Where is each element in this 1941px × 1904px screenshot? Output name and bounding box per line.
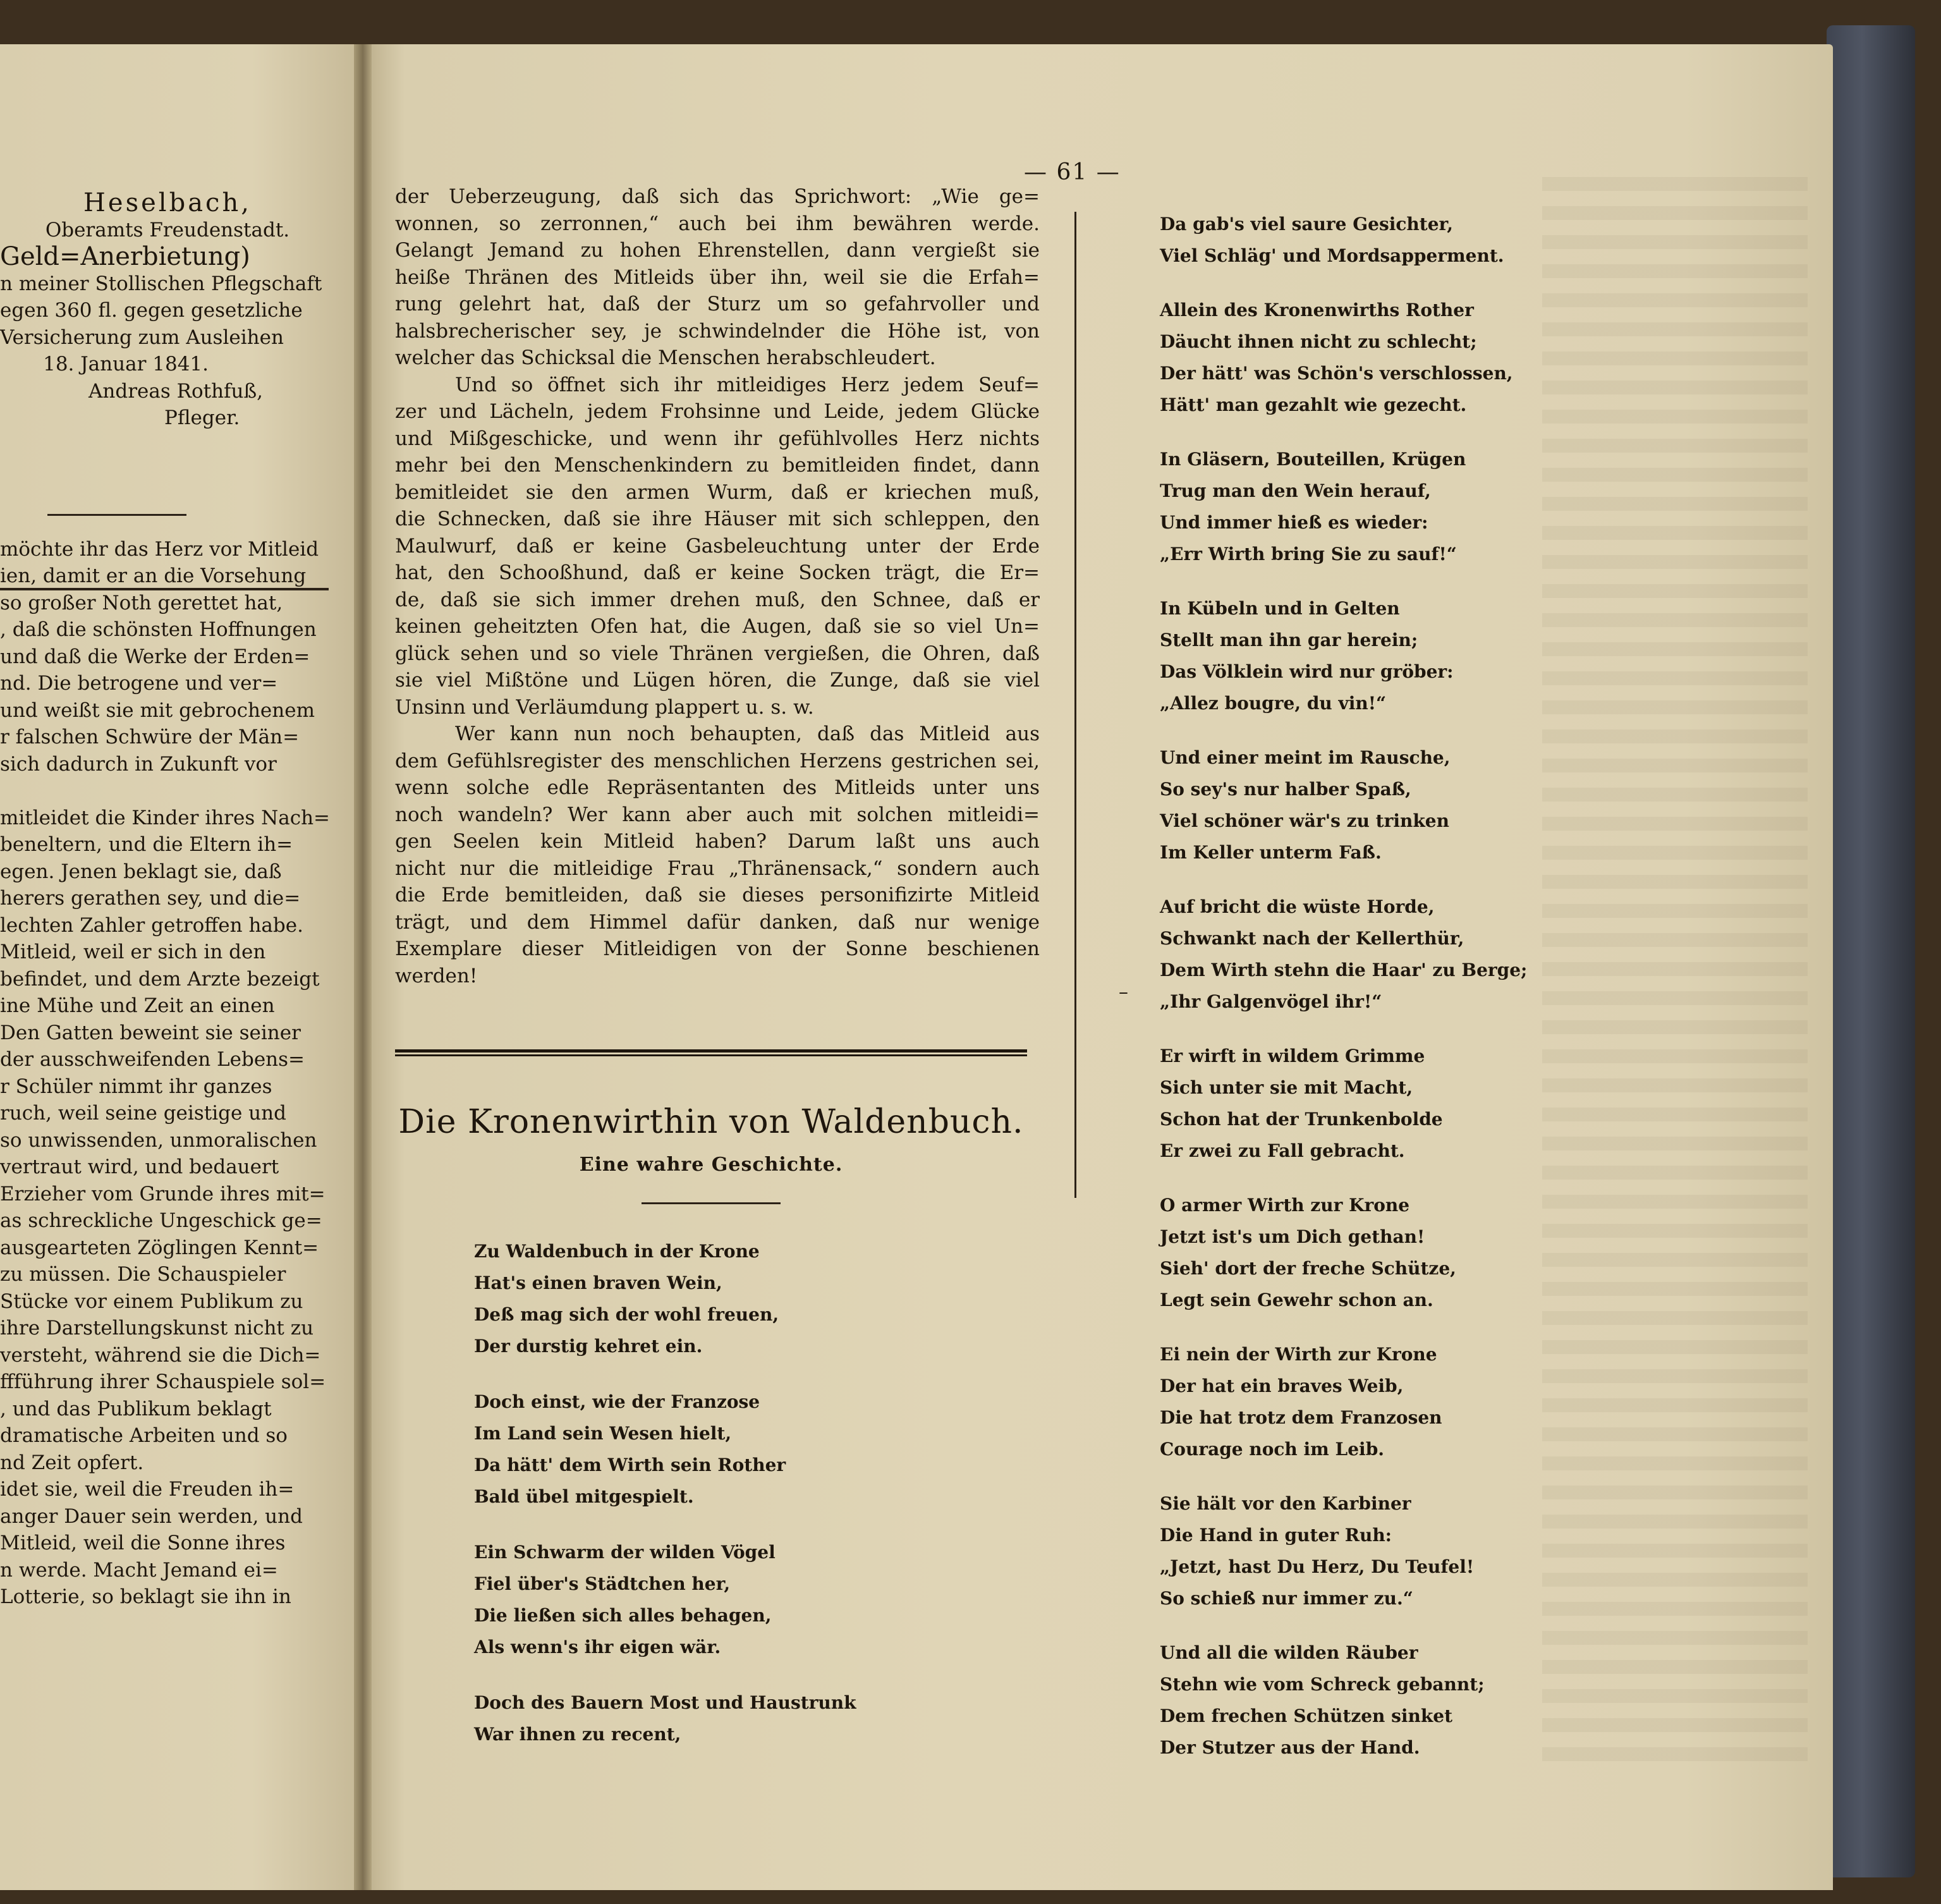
poem-line: Däucht ihnen nicht zu schlecht; — [1160, 331, 1477, 352]
prose-line: trägt, und dem Himmel dafür danken, daß nur wenige — [395, 910, 1040, 934]
prose-line: wenn solche edle Repräsentanten des Mitleids unter uns — [395, 776, 1040, 799]
prose-column — [395, 183, 1040, 989]
notice-line: n meiner Stollischen Pflegschaft — [0, 272, 322, 295]
poem-stanza — [1160, 209, 1527, 272]
left-short-rule — [47, 514, 186, 516]
poem-line: Da hätt' dem Wirth sein Rother — [474, 1455, 786, 1475]
prose-line: keinen geheitzten Ofen hat, die Augen, daß sie so viel Un= — [395, 615, 1040, 638]
prose-line: Unsinn und Verläumdung plappert u. s. w. — [395, 695, 814, 719]
prose-line: gen Seelen kein Mitleid haben? Darum laßt uns auch — [395, 830, 1040, 853]
poem-line: Trug man den Wein herauf, — [1160, 480, 1431, 501]
poem-line: Dem frechen Schützen sinket — [1160, 1706, 1453, 1726]
prose-line: bemitleidet sie den armen Wurm, daß er kriechen muß, — [395, 480, 1040, 504]
left-body-line — [0, 778, 335, 805]
poem-line: War ihnen zu recent, — [474, 1724, 681, 1745]
left-body-line: egen. Jenen beklagt sie, daß — [0, 860, 282, 883]
poem-stanza — [1160, 444, 1527, 570]
left-body-line: ien, damit er an die Vorsehung — [0, 564, 307, 587]
left-body-line: , und das Publikum beklagt — [0, 1397, 272, 1420]
prose-line: dem Gefühlsregister des menschlichen Herzens gestrichen sei, — [395, 749, 1040, 772]
notice-line: egen 360 fl. gegen gesetzliche — [0, 299, 303, 322]
prose-line: zer und Lächeln, jedem Frohsinne und Leide, jedem Glücke — [395, 400, 1040, 423]
poem-subtitle: Eine wahre Geschichte. — [579, 1154, 843, 1176]
poem-line: Als wenn's ihr eigen wär. — [474, 1637, 721, 1657]
poem-stanza — [1160, 593, 1527, 719]
poem-line: So schieß nur immer zu.“ — [1160, 1588, 1413, 1609]
poem-line: Auf bricht die wüste Horde, — [1160, 896, 1435, 917]
poem-line: Zu Waldenbuch in der Krone — [474, 1241, 760, 1262]
prose-line: noch wandeln? Wer kann aber auch mit solchen mitleidi= — [395, 803, 1040, 826]
poem-stanza — [1160, 1040, 1527, 1167]
left-body-line: idet sie, weil die Freuden ih= — [0, 1478, 295, 1501]
poem-stanza — [1160, 742, 1527, 869]
poem-line: Sieh' dort der freche Schütze, — [1160, 1258, 1456, 1279]
left-body-line: ffführung ihrer Schauspiele sol= — [0, 1370, 326, 1393]
left-body-line: der ausschweifenden Lebens= — [0, 1048, 305, 1071]
left-body-line: dramatische Arbeiten und so — [0, 1424, 288, 1447]
prose-line: Gelangt Jemand zu hohen Ehrenstellen, dann vergießt sie — [395, 239, 1040, 262]
prose-line: sie viel Mißtöne und Lügen hören, die Zunge, daß sie viel — [395, 669, 1040, 692]
poem-line: Er wirft in wildem Grimme — [1160, 1046, 1425, 1066]
left-long-rule — [0, 588, 329, 590]
poem-line: Dem Wirth stehn die Haar' zu Berge; — [1160, 960, 1528, 980]
left-body-line: ruch, weil seine geistige und — [0, 1102, 286, 1125]
poem-line: Bald übel mitgespielt. — [474, 1486, 694, 1507]
left-body-line: mitleidet die Kinder ihres Nach= — [0, 806, 331, 829]
poem-line: Der hat ein braves Weib, — [1160, 1376, 1404, 1396]
prose-line: Und so öffnet sich ihr mitleidiges Herz jedem Seuf= — [455, 373, 1040, 396]
poem-line: Der hätt' was Schön's verschlossen, — [1160, 363, 1513, 384]
left-body-line: Lotterie, so beklagt sie ihn in — [0, 1585, 291, 1608]
prose-line: und Mißgeschicke, und wenn ihr gefühlvolles Herz nichts — [395, 427, 1040, 450]
poem-line: Doch des Bauern Most und Haustrunk — [474, 1692, 856, 1713]
column-rule — [1074, 212, 1076, 1198]
poem-line: Der Stutzer aus der Hand. — [1160, 1737, 1420, 1758]
notice-line: Versicherung zum Ausleihen — [0, 326, 284, 349]
poem-line: Und immer hieß es wieder: — [1160, 512, 1428, 533]
show-through-text — [1542, 177, 1808, 1770]
poem-line: Jetzt ist's um Dich gethan! — [1160, 1226, 1425, 1247]
left-body-line: as schreckliche Ungeschick ge= — [0, 1209, 322, 1232]
poem-title-rule — [642, 1202, 781, 1204]
prose-line: de, daß sie sich immer drehen muß, den Schnee, daß er — [395, 588, 1040, 611]
poem-line: O armer Wirth zur Krone — [1160, 1195, 1410, 1216]
poem-line: Viel schöner wär's zu trinken — [1160, 810, 1449, 831]
poem-stanza — [1160, 1339, 1527, 1465]
poem-right-column — [1160, 209, 1527, 1786]
poem-stanza — [1160, 1637, 1527, 1764]
poem-line: Sich unter sie mit Macht, — [1160, 1077, 1413, 1098]
prose-line: mehr bei den Menschenkindern zu bemitleiden findet, dann — [395, 454, 1040, 477]
prose-line: nicht nur die mitleidige Frau „Thränensack,“ sondern auch — [395, 857, 1040, 880]
book-cover-edge — [1827, 25, 1915, 1877]
left-body-line: Erzieher vom Grunde ihres mit= — [0, 1182, 326, 1205]
poem-line: In Gläsern, Bouteillen, Krügen — [1160, 449, 1466, 470]
signer-title: Pfleger. — [164, 406, 240, 429]
poem-line: Und einer meint im Rausche, — [1160, 747, 1451, 768]
poem-line: So sey's nur halber Spaß, — [1160, 779, 1411, 800]
poem-line: Die ließen sich alles behagen, — [474, 1605, 772, 1626]
left-body-line: und weißt sie mit gebrochenem — [0, 699, 315, 722]
left-body-line: nd Zeit opfert. — [0, 1451, 144, 1474]
prose-line: heiße Thränen des Mitleids über ihn, weil sie die Erfah= — [395, 265, 1040, 289]
page-number: — 61 — — [1024, 159, 1121, 185]
left-body-line: zu müssen. Die Schauspieler — [0, 1263, 286, 1286]
poem-line: Hat's einen braven Wein, — [474, 1272, 722, 1293]
left-body-line: ine Mühe und Zeit an einen — [0, 994, 275, 1017]
left-body-line: Stücke vor einem Publikum zu — [0, 1290, 303, 1313]
left-body-line: lechten Zahler getroffen habe. — [0, 913, 303, 937]
left-body-line: nd. Die betrogene und ver= — [0, 672, 278, 695]
poem-line: Er zwei zu Fall gebracht. — [1160, 1140, 1405, 1161]
left-heading-1: Heselbach, — [83, 190, 252, 217]
poem-line: Courage noch im Leib. — [1160, 1439, 1385, 1460]
left-body-line: und daß die Werke der Erden= — [0, 645, 310, 668]
prose-line: halsbrecherischer sey, je schwindelnder die Höhe ist, von — [395, 319, 1040, 343]
poem-line: Stellt man ihn gar herein; — [1160, 630, 1418, 650]
prose-line: welcher das Schicksal die Menschen herabschleudert. — [395, 346, 936, 369]
poem-line: Fiel über's Städtchen her, — [474, 1573, 731, 1594]
poem-line: „Jetzt, hast Du Herz, Du Teufel! — [1160, 1556, 1475, 1577]
poem-line: Hätt' man gezahlt wie gezecht. — [1160, 394, 1467, 415]
poem-middle-column — [474, 1236, 856, 1774]
poem-line: Da gab's viel saure Gesichter, — [1160, 214, 1453, 235]
left-body-line: r falschen Schwüre der Män= — [0, 726, 300, 748]
left-body-line: anger Dauer sein werden, und — [0, 1504, 303, 1528]
left-body-line: versteht, während sie die Dich= — [0, 1343, 321, 1367]
poem-stanza — [474, 1687, 856, 1750]
poem-stanza — [474, 1236, 856, 1362]
left-body-line: so großer Noth gerettet hat, — [0, 591, 283, 614]
poem-line: In Kübeln und in Gelten — [1160, 598, 1400, 619]
left-body-line: n werde. Macht Jemand ei= — [0, 1558, 278, 1582]
notice-lines — [0, 271, 335, 351]
prose-line: der Ueberzeugung, daß sich das Sprichwort: „Wie ge= — [395, 185, 1040, 208]
left-body-text — [0, 536, 335, 1611]
poem-line: Und all die wilden Räuber — [1160, 1642, 1418, 1663]
prose-line: hat, den Schooßhund, daß er keine Socken trägt, die Er= — [395, 561, 1040, 584]
poem-stanza — [474, 1386, 856, 1513]
left-body-line: Den Gatten beweint sie seiner — [0, 1021, 301, 1044]
prose-line: werden! — [395, 964, 478, 987]
prose-line: die Erde bemitleiden, daß sie dieses personifizirte Mitleid — [395, 884, 1040, 906]
poem-line: Deß mag sich der wohl freuen, — [474, 1304, 779, 1325]
poem-line: Schwankt nach der Kellerthür, — [1160, 928, 1464, 949]
section-rule — [395, 1049, 1027, 1056]
poem-line: Doch einst, wie der Franzose — [474, 1391, 760, 1412]
poem-line: Im Land sein Wesen hielt, — [474, 1423, 732, 1444]
poem-line: Stehn wie vom Schreck gebannt; — [1160, 1674, 1485, 1695]
prose-line: die Schnecken, daß sie ihre Häuser mit sich schleppen, den — [395, 508, 1040, 530]
left-heading-2: Oberamts Freudenstadt. — [45, 218, 290, 241]
poem-line: „Err Wirth bring Sie zu sauf!“ — [1160, 544, 1457, 564]
poem-line: Die Hand in guter Ruh: — [1160, 1525, 1392, 1546]
poem-line: „Allez bougre, du vin!“ — [1160, 693, 1387, 714]
poem-title: Die Kronenwirthin von Waldenbuch. — [398, 1103, 1024, 1141]
prose-line: Maulwurf, daß er keine Gasbeleuchtung unter der Erde — [395, 534, 1040, 558]
poem-line: Die hat trotz dem Franzosen — [1160, 1407, 1442, 1428]
prose-line: wonnen, so zerronnen,“ auch bei ihm bewähren werde. — [395, 212, 1040, 235]
left-body-line: ihre Darstellungskunst nicht zu — [0, 1317, 314, 1340]
date-line: 18. Januar 1841. — [43, 353, 209, 375]
left-body-line: ausgearteten Zöglingen Kennt= — [0, 1236, 319, 1259]
poem-line: Sie hält vor den Karbiner — [1160, 1493, 1411, 1514]
left-body-line: befindet, und dem Arzte bezeigt — [0, 967, 320, 991]
notice-title: Geld=Anerbietung) — [0, 242, 250, 271]
poem-line: Das Völklein wird nur gröber: — [1160, 661, 1454, 682]
poem-line: Im Keller unterm Faß. — [1160, 842, 1382, 863]
poem-stanza — [1160, 891, 1527, 1018]
signer-name: Andreas Rothfuß, — [88, 379, 264, 403]
poem-line: Ein Schwarm der wilden Vögel — [474, 1542, 776, 1563]
left-page-column — [0, 190, 335, 1611]
poem-stanza — [1160, 1488, 1527, 1614]
left-body-line: Mitleid, weil er sich in den — [0, 941, 266, 963]
poem-line: Allein des Kronenwirths Rother — [1160, 300, 1474, 320]
poem-line: Ei nein der Wirth zur Krone — [1160, 1344, 1437, 1365]
prose-line: rung gelehrt hat, daß der Sturz um so gefahrvoller und — [395, 293, 1040, 315]
poem-line: Legt sein Gewehr schon an. — [1160, 1290, 1433, 1310]
left-body-line: so unwissenden, unmoralischen — [0, 1128, 317, 1152]
book-gutter — [354, 44, 372, 1890]
left-body-line: sich dadurch in Zukunft vor — [0, 752, 277, 776]
poem-stanza — [474, 1537, 856, 1663]
left-body-line: vertraut wird, und bedauert — [0, 1156, 279, 1178]
left-body-line: herers gerathen sey, und die= — [0, 887, 301, 910]
poem-line: Schon hat der Trunkenbolde — [1160, 1109, 1443, 1130]
poem-line: Viel Schläg' und Mordsapperment. — [1160, 245, 1504, 266]
left-body-line: Mitleid, weil die Sonne ihres — [0, 1532, 286, 1554]
prose-line: Exemplare dieser Mitleidigen von der Sonne beschienen — [395, 937, 1040, 960]
left-body-line: beneltern, und die Eltern ih= — [0, 833, 293, 856]
left-body-line: , daß die schönsten Hoffnungen — [0, 618, 317, 641]
left-body-line: möchte ihr das Herz vor Mitleid — [0, 537, 319, 561]
poem-stanza — [1160, 1190, 1527, 1316]
poem-line: Der durstig kehret ein. — [474, 1336, 703, 1357]
prose-line: glück sehen und so viele Thränen vergießen, die Ohren, daß — [395, 642, 1040, 665]
poem-stanza — [1160, 295, 1527, 421]
prose-line: Wer kann nun noch behaupten, daß das Mitleid aus — [455, 723, 1040, 745]
poem-line: „Ihr Galgenvögel ihr!“ — [1160, 991, 1382, 1012]
margin-mark: – — [1119, 981, 1128, 1003]
left-body-line: r Schüler nimmt ihr ganzes — [0, 1075, 272, 1098]
